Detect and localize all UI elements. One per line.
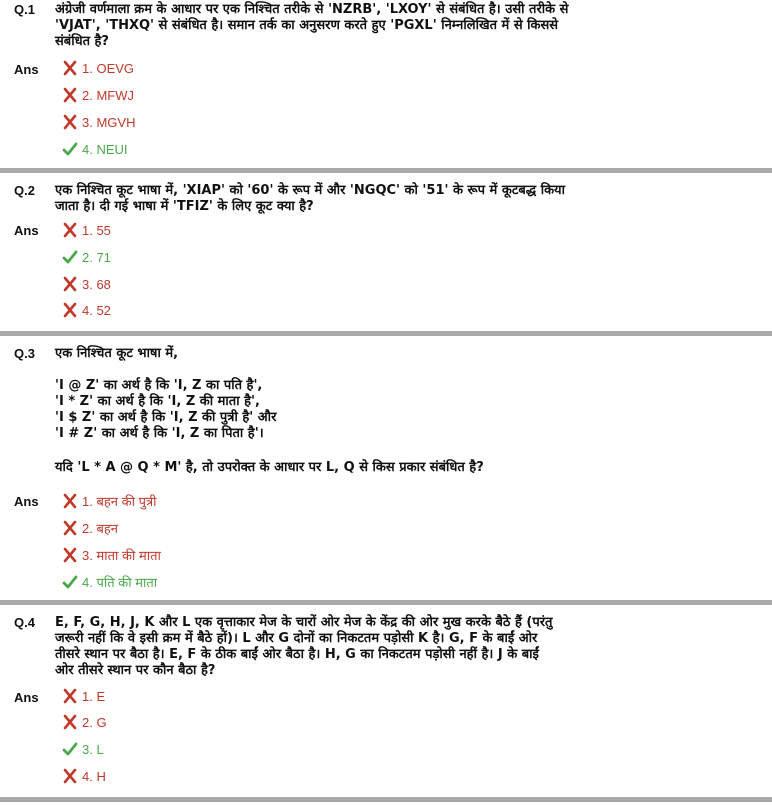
check-icon (62, 141, 78, 157)
question-line: E, F, G, H, J, K और L एक वृत्ताकार मेज के चारों ओर मेज के केंद्र की ओर मुख करके बैठे हैं (परंतु (55, 615, 553, 630)
question-text (55, 346, 595, 476)
answer-label: Ans (14, 690, 39, 705)
option-item (62, 545, 161, 565)
option-label: 1. E (82, 688, 106, 704)
option-label: 2. बहन (82, 521, 118, 536)
question-line: 'I * Z' का अर्थ है कि 'I, Z की माता है', (55, 394, 260, 409)
cross-icon (62, 520, 78, 536)
question-line (55, 442, 595, 458)
option-item (62, 686, 105, 706)
question-line: जरूरी नहीं कि वे इसी क्रम में बैठे हों)। L और G दोनों का निकटतम पड़ोसी K है। G, F के बाईं ओर (55, 631, 538, 646)
question-number: Q.3 (14, 346, 35, 361)
answer-label: Ans (14, 223, 39, 238)
option-label: 3. L (82, 741, 104, 757)
question-line: 'I @ Z' का अर्थ है कि 'I, Z का पति है', (55, 378, 263, 393)
option-item (62, 274, 111, 294)
option-label: 3. 68 (82, 276, 111, 292)
cross-icon (62, 714, 78, 730)
option-label: 3. MGVH (82, 114, 136, 130)
option-item (62, 739, 104, 759)
option-item (62, 58, 134, 78)
option-item (62, 247, 111, 267)
option-label: 4. पति की माता (82, 575, 158, 590)
answer-label: Ans (14, 62, 39, 77)
divider (0, 797, 772, 802)
cross-icon (62, 302, 78, 318)
cross-icon (62, 688, 78, 704)
question-line: 'I $ Z' का अर्थ है कि 'I, Z की पुत्री है' और (55, 410, 277, 425)
question-number: Q.2 (14, 183, 35, 198)
answer-label: Ans (14, 494, 39, 509)
question-line (55, 362, 595, 378)
question-text (55, 183, 595, 215)
option-item (62, 220, 111, 240)
divider (0, 331, 772, 336)
option-item (62, 139, 128, 159)
cross-icon (62, 768, 78, 784)
check-icon (62, 249, 78, 265)
check-icon (62, 574, 78, 590)
option-label: 2. G (82, 714, 107, 730)
question-line: एक निश्चित कूट भाषा में, 'XIAP' को '60' के रूप में और 'NGQC' को '51' के रूप में कूटबद्ध किया (55, 183, 565, 198)
divider (0, 168, 772, 173)
cross-icon (62, 276, 78, 292)
question-line: 'I # Z' का अर्थ है कि 'I, Z का पिता है'। (55, 426, 264, 441)
question-number: Q.4 (14, 615, 35, 630)
question-line: तीसरे स्थान पर बैठा है। E, F के ठीक बाईं ओर बैठा है। H, G का निकटतम पड़ोसी नहीं है। J के बाईं (55, 647, 539, 662)
option-label: 4. H (82, 768, 106, 784)
option-item (62, 518, 118, 538)
question-line: ओर तीसरे स्थान पर कौन बैठा है? (55, 663, 216, 678)
question-line: एक निश्चित कूट भाषा में, (55, 346, 179, 361)
option-label: 3. माता की माता (82, 548, 161, 563)
option-item (62, 300, 111, 320)
option-label: 1. बहन की पुत्री (82, 494, 157, 509)
option-label: 1. OEVG (82, 60, 135, 76)
option-label: 2. MFWJ (82, 87, 134, 103)
option-item (62, 572, 157, 592)
question-line: संबंधित है? (55, 34, 109, 49)
option-item (62, 712, 107, 732)
check-icon (62, 741, 78, 757)
option-item (62, 112, 135, 132)
option-label: 4. 52 (82, 302, 111, 318)
option-item (62, 491, 157, 511)
option-label: 1. 55 (82, 222, 111, 238)
divider (0, 600, 772, 605)
question-line: जाता है। दी गई भाषा में 'TFIZ' के लिए कूट क्या है? (55, 199, 314, 214)
option-label: 4. NEUI (82, 141, 128, 157)
cross-icon (62, 222, 78, 238)
question-line: 'VJAT', 'THXQ' से संबंधित है। समान तर्क का अनुसरण करते हुए 'PGXL' निम्नलिखित में से किससे (55, 18, 559, 33)
cross-icon (62, 493, 78, 509)
question-text (55, 2, 595, 50)
cross-icon (62, 114, 78, 130)
cross-icon (62, 87, 78, 103)
option-item (62, 766, 106, 786)
question-number: Q.1 (14, 2, 35, 17)
question-text (55, 615, 595, 679)
question-line: अंग्रेजी वर्णमाला क्रम के आधार पर एक निश्चित तरीके से 'NZRB', 'LXOY' से संबंधित है। उसी तरीके से (55, 2, 569, 17)
option-item (62, 85, 134, 105)
option-label: 2. 71 (82, 249, 111, 265)
question-line: यदि 'L * A @ Q * M' है, तो उपरोक्त के आधार पर L, Q से किस प्रकार संबंधित है? (55, 460, 484, 475)
cross-icon (62, 60, 78, 76)
cross-icon (62, 547, 78, 563)
